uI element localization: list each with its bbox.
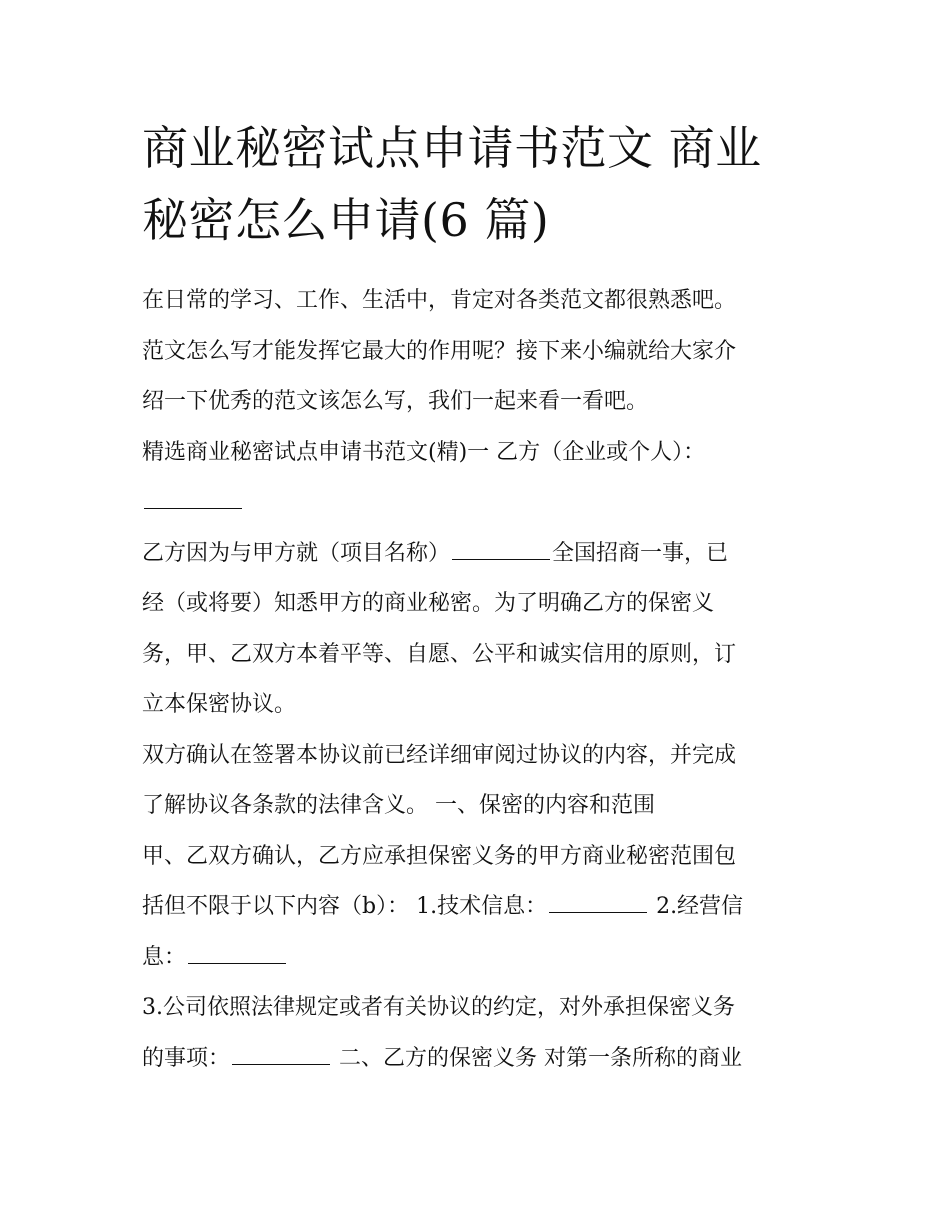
title-line-1: 商业秘密试点申请书范文 商业 xyxy=(142,121,762,175)
text-line: 精选商业秘密试点申请书范文(精)一 乙方（企业或个人）： xyxy=(142,439,706,465)
fill-in-blank xyxy=(549,890,647,913)
text-line: 经（或将要）知悉甲方的商业秘密。为了明确乙方的保密义 xyxy=(142,591,715,616)
text-line: 甲、乙双方确认，乙方应承担保密义务的甲方商业秘密范围包 xyxy=(142,843,737,869)
text-line: 括但不限于以下内容（b）： 1.技术信息： 2.经营信 xyxy=(142,882,822,933)
fill-in-blank xyxy=(452,537,550,560)
text-line: 息： xyxy=(142,933,822,984)
fill-in-blank xyxy=(188,941,286,964)
text-line: 务，甲、乙双方本着平等、自愿、公平和诚实信用的原则，订 xyxy=(142,641,737,667)
text-line: 立本保密协议。 xyxy=(142,692,297,717)
text-line: 乙方因为与甲方就（项目名称） 全国招商一事，已 xyxy=(142,529,822,580)
text-line: 双方确认在签署本协议前已经详细审阅过协议的内容，并完成 xyxy=(142,742,737,768)
page-title xyxy=(142,112,822,256)
text-line: 范文怎么写才能发挥它最大的作用呢？接下来小编就给大家介 xyxy=(142,338,737,364)
fill-in-blank xyxy=(232,1042,330,1065)
text-line: 的事项： 二、乙方的保密义务 对第一条所称的商业 xyxy=(142,1034,822,1085)
text-line: 绍一下优秀的范文该怎么写，我们一起来看一看吧。 xyxy=(142,389,649,414)
text-line: 3.公司依照法律规定或者有关协议的约定，对外承担保密义务 xyxy=(142,995,735,1020)
document-body xyxy=(142,276,822,1084)
fill-in-blank xyxy=(144,486,242,509)
text-line: 在日常的学习、工作、生活中，肯定对各类范文都很熟悉吧。 xyxy=(142,288,737,313)
text-line: 了解协议各条款的法律含义。 一、保密的内容和范围 xyxy=(142,793,655,818)
title-line-2: 秘密怎么申请(6 篇) xyxy=(142,193,550,247)
text-line xyxy=(142,478,822,529)
